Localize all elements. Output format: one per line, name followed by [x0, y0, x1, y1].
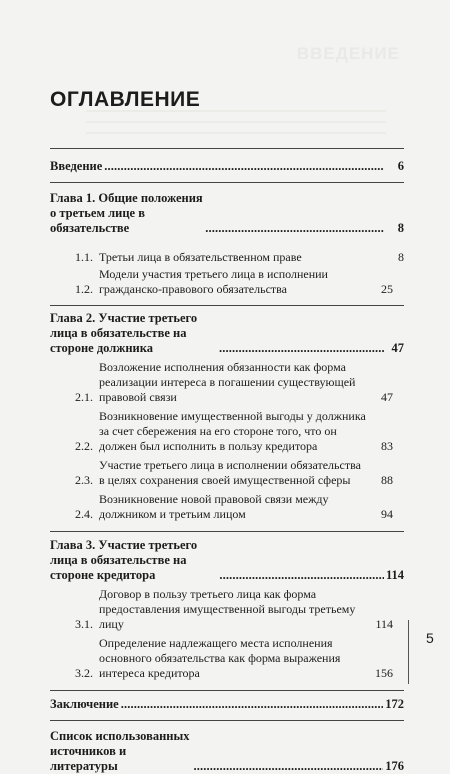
divider — [50, 182, 404, 183]
margin-rule — [408, 620, 409, 684]
toc-entry-chapter-3[interactable]: Глава 3. Участие третьего лица в обязательстве на стороне кредитора . . . 114 — [50, 538, 404, 583]
page-number: 5 — [426, 630, 434, 646]
toc-title: ОГЛАВЛЕНИЕ — [50, 88, 201, 111]
divider — [50, 531, 404, 532]
toc-entry-conclusion[interactable]: Заключение . . . 172 — [50, 697, 404, 712]
toc-entry-2-1[interactable]: 2.1. Возложение исполнения обязанности как форма реализации интереса в погашении существующей правовой связи 47 — [75, 360, 393, 404]
toc-entry-2-3[interactable]: 2.3. Участие третьего лица в исполнении обязательства в целях сохранения своей имущественной сферы 88 — [75, 458, 393, 487]
table-of-contents — [50, 148, 404, 774]
toc-entry-sources[interactable]: Список использованных источников и литературы . . . 176 — [50, 729, 404, 774]
toc-entry-chapter-1[interactable]: Глава 1. Общие положения о третьем лице в обязательстве . . . 8 — [50, 191, 404, 236]
toc-entry-3-2[interactable]: 3.2. Определение надлежащего места исполнения основного обязательства как форма выражения интереса кредитора 156 — [75, 636, 393, 680]
divider — [50, 148, 404, 149]
divider — [50, 720, 404, 721]
divider — [50, 305, 404, 306]
divider — [50, 690, 404, 691]
toc-entry-chapter-2[interactable]: Глава 2. Участие третьего лица в обязательстве на стороне должника . . . 47 — [50, 311, 404, 356]
show-through-text — [86, 110, 386, 143]
toc-entry-1-2[interactable]: 1.2. Модели участия третьего лица в исполнении гражданско-правового обязательства 25 — [75, 267, 393, 296]
toc-entry-2-4[interactable]: 2.4. Возникновение новой правовой связи между должником и третьим лицом 94 — [75, 492, 393, 521]
toc-entry-3-1[interactable]: 3.1. Договор в пользу третьего лица как форма предоставления имущественной выгоды третьему лицу 114 — [75, 587, 393, 631]
faded-heading: ВВЕДЕНИЕ — [296, 44, 400, 63]
toc-entry-intro[interactable]: Введение . . . 6 — [50, 159, 404, 174]
toc-entry-1-1[interactable]: 1.1. Третьи лица в обязательственном праве 8 — [75, 250, 404, 264]
toc-entry-2-2[interactable]: 2.2. Возникновение имущественной выгоды у должника за счет сбережения на его стороне того, что он должен был исполнить в пользу кредитора 83 — [75, 409, 393, 453]
